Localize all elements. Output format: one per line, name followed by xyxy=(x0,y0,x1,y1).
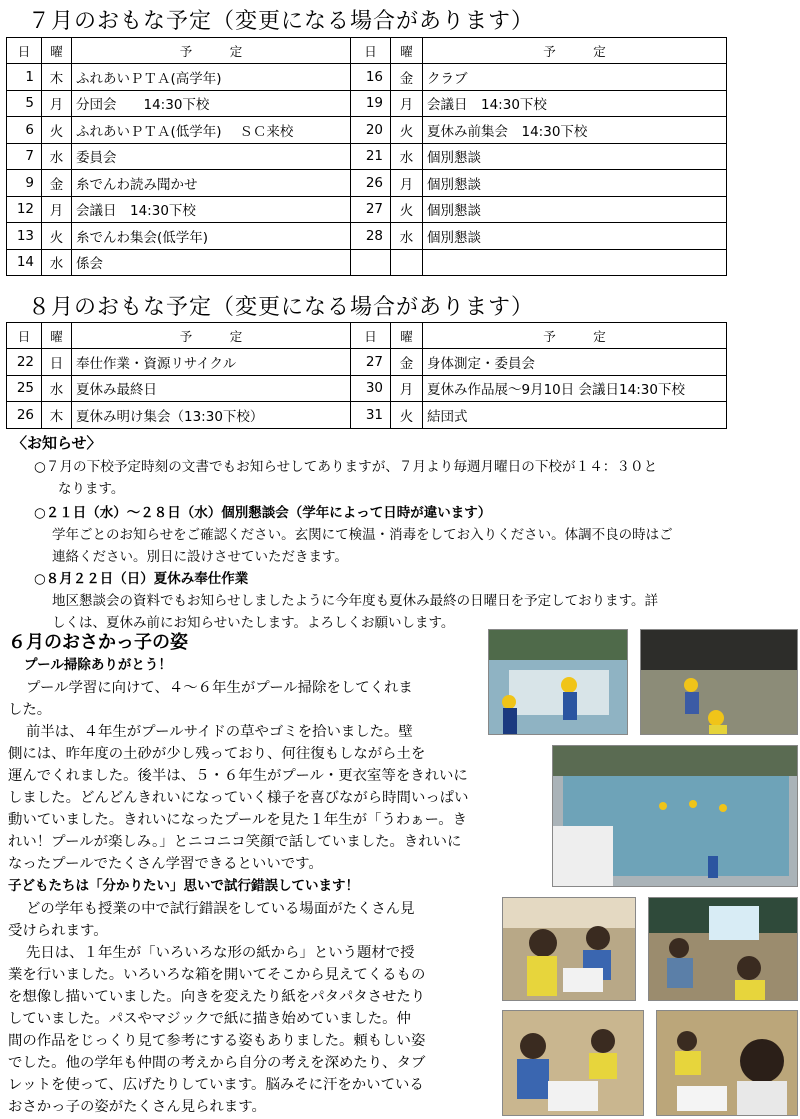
paragraph-line: しました。どんどんきれいになっていく様子を喜びながら時間いっぱい xyxy=(8,790,469,806)
weekday-cell: 月 xyxy=(42,196,72,223)
weekday-cell: 水 xyxy=(42,143,72,170)
header-plan: 予 定 xyxy=(423,323,727,349)
weekday-cell: 火 xyxy=(391,117,423,144)
plan-cell: 個別懇談 xyxy=(423,170,727,197)
paragraph-line: 運んでくれました。後半は、５・６年生がプール・更衣室等をきれいに xyxy=(8,768,468,784)
paragraph-line: 受けられます。 xyxy=(8,923,108,939)
header-day: 日 xyxy=(351,38,391,64)
day-cell: 16 xyxy=(351,64,391,91)
paragraph-line: 前半は、４年生がプールサイドの草やゴミを拾いました。壁 xyxy=(26,724,413,740)
day-cell: 13 xyxy=(7,223,42,250)
notice-item1-line1: ○７月の下校予定時刻の文書でもお知らせしてありますが、７月より毎週月曜日の下校が１４：３０と xyxy=(34,459,658,475)
paragraph-line: どの学年も授業の中で試行錯誤をしている場面がたくさん見 xyxy=(26,901,415,917)
paragraph-line: プール学習に向けて、４～６年生がプール掃除をしてくれま xyxy=(26,680,413,696)
weekday-cell: 日 xyxy=(42,349,72,376)
weekday-cell: 月 xyxy=(391,170,423,197)
paragraph-line: レットを使って、広げたりしています。脳みそに汗をかいている xyxy=(8,1077,424,1093)
weekday-cell: 月 xyxy=(391,90,423,117)
photo-pool-floor-cleaning xyxy=(552,745,798,887)
schedule-row xyxy=(7,349,727,376)
weekday-cell: 火 xyxy=(391,196,423,223)
article-title: ６月のおさかっ子の姿 xyxy=(8,632,188,653)
paragraph-line: おさかっ子の姿がたくさん見られます。 xyxy=(8,1099,266,1115)
table-header-row xyxy=(7,38,727,64)
article-paragraph-pool xyxy=(8,677,469,875)
photo-class-tablet xyxy=(648,897,798,1001)
plan-cell: 個別懇談 xyxy=(423,196,727,223)
day-cell: 27 xyxy=(351,349,391,376)
weekday-cell: 水 xyxy=(391,223,423,250)
plan-cell: 委員会 xyxy=(72,143,351,170)
schedule-row xyxy=(7,143,727,170)
article-subheading-trial: 子どもたちは「分かりたい」思いで試行錯誤しています！ xyxy=(8,878,359,894)
notice-item2-line2: 連絡ください。別日に設けさせていただきます。 xyxy=(52,549,348,565)
article-paragraph-trial xyxy=(8,898,425,1118)
schedule-row xyxy=(7,170,727,197)
weekday-cell: 火 xyxy=(42,117,72,144)
plan-cell: クラブ xyxy=(423,64,727,91)
paragraph-line: した。 xyxy=(8,702,52,718)
paragraph-line: でした。他の学年も仲間の考えから自分の考えを深めたり、タブ xyxy=(8,1055,426,1071)
day-cell: 26 xyxy=(351,170,391,197)
photo-pool-side-cleaning xyxy=(488,629,628,735)
photo-class-group xyxy=(656,1010,798,1116)
july-schedule-title: ７月のおもな予定（変更になる場合があります） xyxy=(28,9,535,34)
plan-cell: 身体測定・委員会 xyxy=(423,349,727,376)
plan-cell: 夏休み明け集会（13:30下校） xyxy=(72,402,351,429)
plan-cell: ふれあいＰＴＡ(低学年) ＳＣ来校 xyxy=(72,117,351,144)
day-cell: 31 xyxy=(351,402,391,429)
plan-cell: 係会 xyxy=(72,249,351,276)
table-header-row xyxy=(7,323,727,349)
schedule-row xyxy=(7,375,727,402)
paragraph-line: 業を行いました。いろいろな箱を開いてそこから見えてくるもの xyxy=(8,967,426,983)
schedule-row xyxy=(7,90,727,117)
paragraph-line: を想像し描いていました。向きを変えたり紙をパタパタさせたり xyxy=(8,989,426,1005)
schedule-row xyxy=(7,64,727,91)
plan-cell: 結団式 xyxy=(423,402,727,429)
august-schedule-title: ８月のおもな予定（変更になる場合があります） xyxy=(28,295,535,320)
august-schedule-table xyxy=(6,322,727,429)
schedule-row xyxy=(7,402,727,429)
paragraph-line: 側には、昨年度の土砂が少し残っており、何往復もしながら土を xyxy=(8,746,426,762)
weekday-cell: 火 xyxy=(42,223,72,250)
notice-item3-line2: しくは、夏休み前にお知らせいたします。よろしくお願いします。 xyxy=(52,615,455,631)
schedule-row xyxy=(7,223,727,250)
schedule-row xyxy=(7,196,727,223)
weekday-cell: 金 xyxy=(391,349,423,376)
paragraph-line: なったプールでたくさん学習できるといいです。 xyxy=(8,856,323,872)
photo-class-drawing xyxy=(502,1010,644,1116)
plan-cell: ふれあいＰＴＡ(高学年) xyxy=(72,64,351,91)
day-cell: 19 xyxy=(351,90,391,117)
schedule-row xyxy=(7,117,727,144)
plan-cell: 糸でんわ集会(低学年) xyxy=(72,223,351,250)
weekday-cell: 金 xyxy=(42,170,72,197)
notice-item1-line2: なります。 xyxy=(58,481,125,497)
paragraph-line: 先日は、１年生が「いろいろな形の紙から」という題材で授 xyxy=(26,945,415,961)
day-cell: 6 xyxy=(7,117,42,144)
weekday-cell: 水 xyxy=(42,249,72,276)
day-cell: 14 xyxy=(7,249,42,276)
paragraph-line: 間の作品をじっくり見て参考にする姿もありました。頼もしい姿 xyxy=(8,1033,426,1049)
paragraph-line: れい！プールが楽しみ。」とニコニコ笑顔で話していました。きれいに xyxy=(8,834,462,850)
day-cell: 26 xyxy=(7,402,42,429)
plan-cell: 個別懇談 xyxy=(423,223,727,250)
day-cell: 20 xyxy=(351,117,391,144)
plan-cell: 夏休み作品展～9月10日 会議日14:30下校 xyxy=(423,375,727,402)
weekday-cell: 水 xyxy=(391,143,423,170)
weekday-cell: 火 xyxy=(391,402,423,429)
day-cell: 21 xyxy=(351,143,391,170)
plan-cell: 分団会 14:30下校 xyxy=(72,90,351,117)
plan-cell: 夏休み前集会 14:30下校 xyxy=(423,117,727,144)
day-cell: 9 xyxy=(7,170,42,197)
header-weekday: 曜 xyxy=(42,323,72,349)
header-plan: 予 定 xyxy=(423,38,727,64)
notice-item3-line1: 地区懇談会の資料でもお知らせしましたように今年度も夏休み最終の日曜日を予定しております。詳 xyxy=(52,593,659,609)
day-cell: 28 xyxy=(351,223,391,250)
header-day: 日 xyxy=(7,38,42,64)
weekday-cell: 水 xyxy=(42,375,72,402)
weekday-cell: 金 xyxy=(391,64,423,91)
photo-pool-wall-cleaning xyxy=(640,629,798,735)
day-cell: 12 xyxy=(7,196,42,223)
plan-cell: 糸でんわ読み聞かせ xyxy=(72,170,351,197)
header-day: 日 xyxy=(351,323,391,349)
day-cell: 27 xyxy=(351,196,391,223)
day-cell: 1 xyxy=(7,64,42,91)
header-weekday: 曜 xyxy=(391,323,423,349)
paragraph-line: していました。パスやマジックで紙に描き始めていました。仲 xyxy=(8,1011,411,1027)
plan-cell: 夏休み最終日 xyxy=(72,375,351,402)
day-cell: 30 xyxy=(351,375,391,402)
plan-cell: 個別懇談 xyxy=(423,143,727,170)
schedule-row xyxy=(7,249,727,276)
plan-cell xyxy=(423,249,727,276)
article-subheading-pool: プール掃除ありがとう！ xyxy=(24,657,172,673)
notice-item2-line1: 学年ごとのお知らせをご確認ください。玄関にて検温・消毒をしてお入りください。体調不良の時はご xyxy=(52,527,673,543)
header-weekday: 曜 xyxy=(391,38,423,64)
photo-class-boxes xyxy=(502,897,636,1001)
july-schedule-table xyxy=(6,37,727,276)
day-cell: 25 xyxy=(7,375,42,402)
day-cell: 22 xyxy=(7,349,42,376)
header-plan: 予 定 xyxy=(72,323,351,349)
weekday-cell: 月 xyxy=(391,375,423,402)
day-cell: 7 xyxy=(7,143,42,170)
notice-heading: 〈お知らせ〉 xyxy=(12,434,102,452)
notice-item3-title: ○８月２２日（日）夏休み奉仕作業 xyxy=(34,571,249,587)
notice-item2-title: ○２１日（水）～２８日（水）個別懇談会（学年によって日時が違います） xyxy=(34,505,492,521)
header-plan: 予 定 xyxy=(72,38,351,64)
weekday-cell xyxy=(391,249,423,276)
weekday-cell: 木 xyxy=(42,64,72,91)
weekday-cell: 木 xyxy=(42,402,72,429)
plan-cell: 会議日 14:30下校 xyxy=(72,196,351,223)
header-weekday: 曜 xyxy=(42,38,72,64)
plan-cell: 奉仕作業・資源リサイクル xyxy=(72,349,351,376)
day-cell: 5 xyxy=(7,90,42,117)
weekday-cell: 月 xyxy=(42,90,72,117)
day-cell xyxy=(351,249,391,276)
paragraph-line: 動いていました。きれいになったプールを見た１年生が「うわぁー。き xyxy=(8,812,468,828)
plan-cell: 会議日 14:30下校 xyxy=(423,90,727,117)
header-day: 日 xyxy=(7,323,42,349)
